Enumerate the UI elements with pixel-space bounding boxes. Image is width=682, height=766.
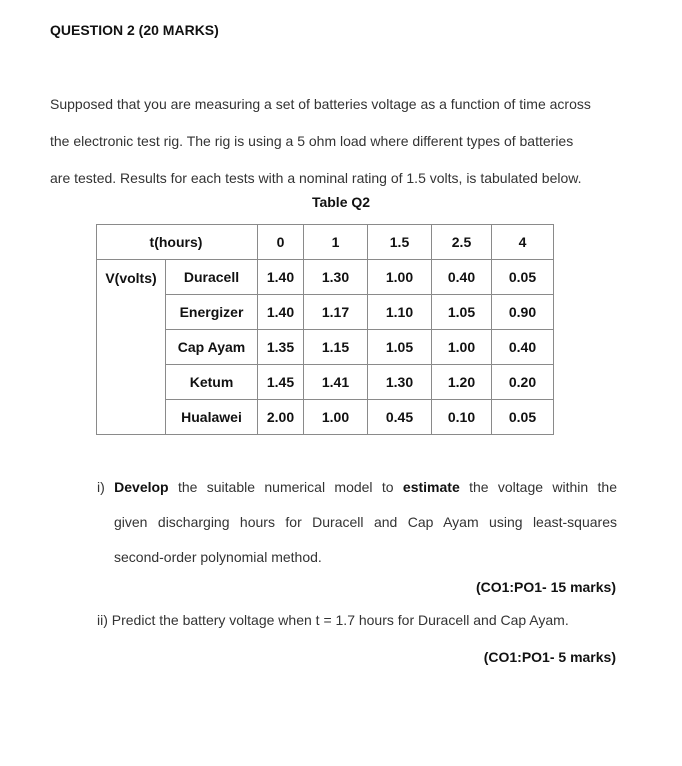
time-header-cell: t(hours) (97, 225, 258, 260)
value-cell: 1.17 (304, 295, 368, 330)
value-cell: 1.15 (304, 330, 368, 365)
value-cell: 0.40 (492, 330, 554, 365)
value-cell: 1.35 (258, 330, 304, 365)
value-cell: 0.10 (432, 400, 492, 435)
time-cell: 2.5 (432, 225, 492, 260)
value-cell: 1.30 (368, 365, 432, 400)
table-header-row (97, 225, 554, 260)
intro-line-3: are tested. Results for each tests with a nominal rating of 1.5 volts, is tabulated below. (50, 170, 582, 186)
question-1-line-2: given discharging hours for Duracell and Cap Ayam using least-squares (114, 514, 617, 530)
battery-name-cell: Cap Ayam (166, 330, 258, 365)
value-cell: 1.41 (304, 365, 368, 400)
question-heading: QUESTION 2 (20 MARKS) (50, 22, 219, 38)
table-row (97, 260, 554, 295)
value-cell: 2.00 (258, 400, 304, 435)
value-cell: 1.10 (368, 295, 432, 330)
table-caption: Table Q2 (311, 194, 371, 210)
value-cell: 1.20 (432, 365, 492, 400)
intro-line-2: the electronic test rig. The rig is using a 5 ohm load where different types of batteries (50, 133, 574, 149)
value-cell: 1.40 (258, 260, 304, 295)
question-1-number: i) (97, 479, 105, 495)
battery-name-cell: Duracell (166, 260, 258, 295)
question-1-text-b: the voltage within the (459, 479, 617, 495)
value-cell: 1.45 (258, 365, 304, 400)
intro-line-1: Supposed that you are measuring a set of batteries voltage as a function of time across (50, 96, 591, 112)
battery-name-cell: Ketum (166, 365, 258, 400)
value-cell: 1.05 (432, 295, 492, 330)
value-cell: 0.90 (492, 295, 554, 330)
table-row (97, 330, 554, 365)
value-cell: 0.40 (432, 260, 492, 295)
value-cell: 1.05 (368, 330, 432, 365)
keyword-develop: Develop (114, 479, 169, 495)
voltage-group-label: V(volts) (97, 260, 166, 435)
value-cell: 0.20 (492, 365, 554, 400)
keyword-estimate: estimate (402, 479, 460, 495)
question-2: ii) Predict the battery voltage when t = 1.7 hours for Duracell and Cap Ayam. (97, 612, 569, 628)
value-cell: 1.00 (304, 400, 368, 435)
intro-paragraph (50, 86, 618, 197)
battery-voltage-table (96, 224, 554, 435)
question-1-marks: (CO1:PO1- 15 marks) (475, 579, 616, 595)
question-1 (97, 470, 617, 575)
table-row (97, 295, 554, 330)
question-1-line-1 (97, 470, 617, 505)
time-cell: 1.5 (368, 225, 432, 260)
question-1-text-a: the suitable numerical model to (168, 479, 403, 495)
battery-name-cell: Hualawei (166, 400, 258, 435)
battery-name-cell: Energizer (166, 295, 258, 330)
value-cell: 1.30 (304, 260, 368, 295)
table-row (97, 365, 554, 400)
question-1-line-3: second-order polynomial method. (114, 549, 322, 565)
value-cell: 0.45 (368, 400, 432, 435)
value-cell: 1.00 (368, 260, 432, 295)
time-cell: 1 (304, 225, 368, 260)
value-cell: 1.40 (258, 295, 304, 330)
value-cell: 1.00 (432, 330, 492, 365)
question-2-marks: (CO1:PO1- 5 marks) (483, 649, 616, 665)
value-cell: 0.05 (492, 400, 554, 435)
table-row (97, 400, 554, 435)
time-cell: 0 (258, 225, 304, 260)
time-cell: 4 (492, 225, 554, 260)
value-cell: 0.05 (492, 260, 554, 295)
